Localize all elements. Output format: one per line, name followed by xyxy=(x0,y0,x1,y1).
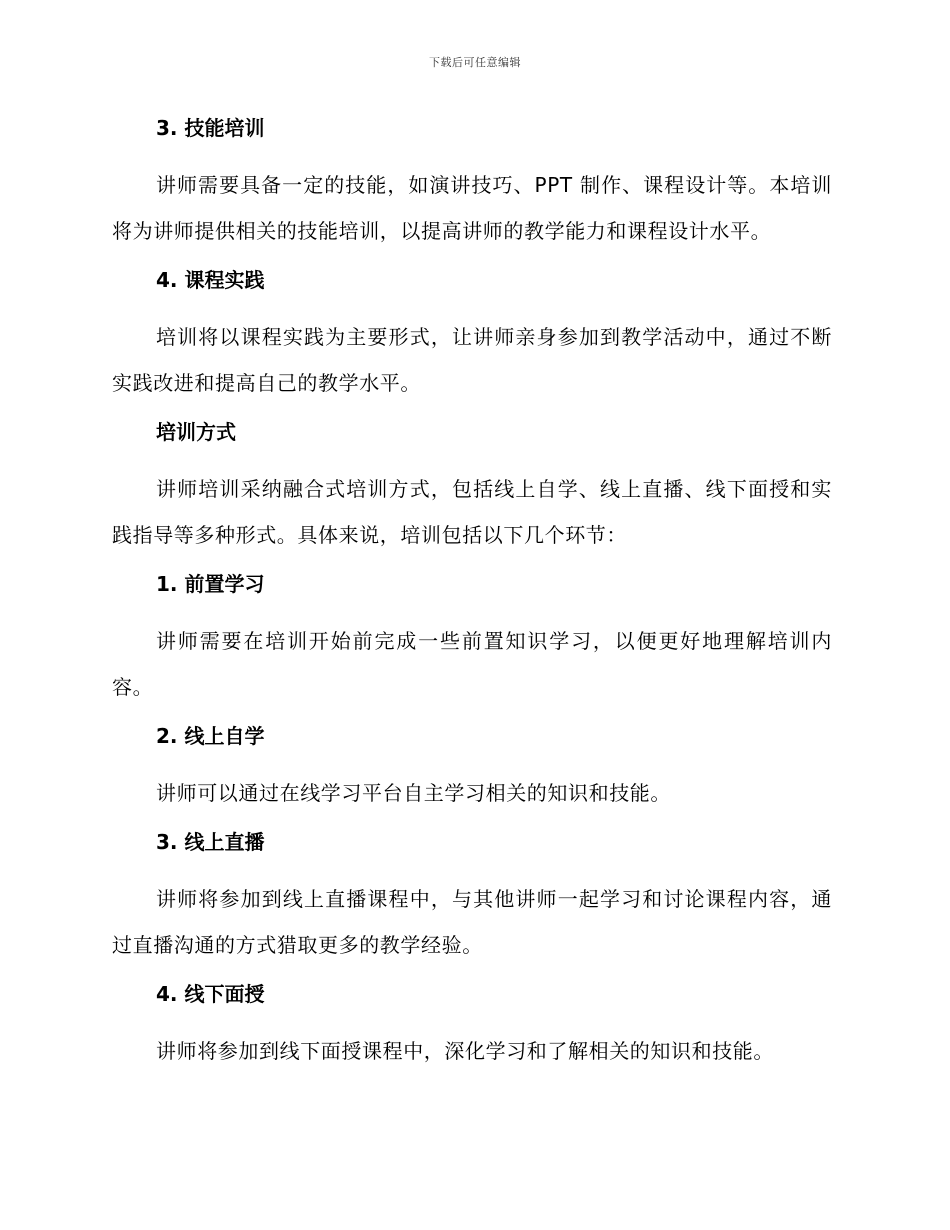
paragraph-offline-classroom: 讲师将参加到线下面授课程中，深化学习和了解相关的知识和技能。 xyxy=(156,1039,774,1063)
section-heading-skills-training: 3. 技能培训 xyxy=(156,116,265,140)
paragraph-pre-study: 讲师需要在培训开始前完成一些前置知识学习，以便更好地理解培训内容。 xyxy=(112,629,832,699)
section-heading-offline-classroom: 4. 线下面授 xyxy=(156,982,265,1006)
section-heading-training-method: 培训方式 xyxy=(156,420,236,444)
section-heading-online-self-study: 2. 线上自学 xyxy=(156,724,265,748)
paragraph-skills-training: 讲师需要具备一定的技能，如演讲技巧、PPT 制作、课程设计等。本培训将为讲师提供相关的技能培训，以提高讲师的教学能力和课程设计水平。 xyxy=(112,173,832,243)
section-heading-online-live: 3. 线上直播 xyxy=(156,830,265,854)
paragraph-online-self-study: 讲师可以通过在线学习平台自主学习相关的知识和技能。 xyxy=(156,781,671,805)
section-heading-course-practice: 4. 课程实践 xyxy=(156,268,265,292)
document-body xyxy=(112,112,832,1074)
paragraph-online-live: 讲师将参加到线上直播课程中，与其他讲师一起学习和讨论课程内容，通过直播沟通的方式猎取更多的教学经验。 xyxy=(112,887,832,957)
section-heading-pre-study: 1. 前置学习 xyxy=(156,572,265,596)
paragraph-training-method: 讲师培训采纳融合式培训方式，包括线上自学、线上直播、线下面授和实践指导等多种形式。具体来说，培训包括以下几个环节： xyxy=(112,477,832,547)
paragraph-course-practice: 培训将以课程实践为主要形式，让讲师亲身参加到教学活动中，通过不断实践改进和提高自己的教学水平。 xyxy=(112,325,832,395)
page-header: 下载后可任意编辑 xyxy=(429,56,521,69)
